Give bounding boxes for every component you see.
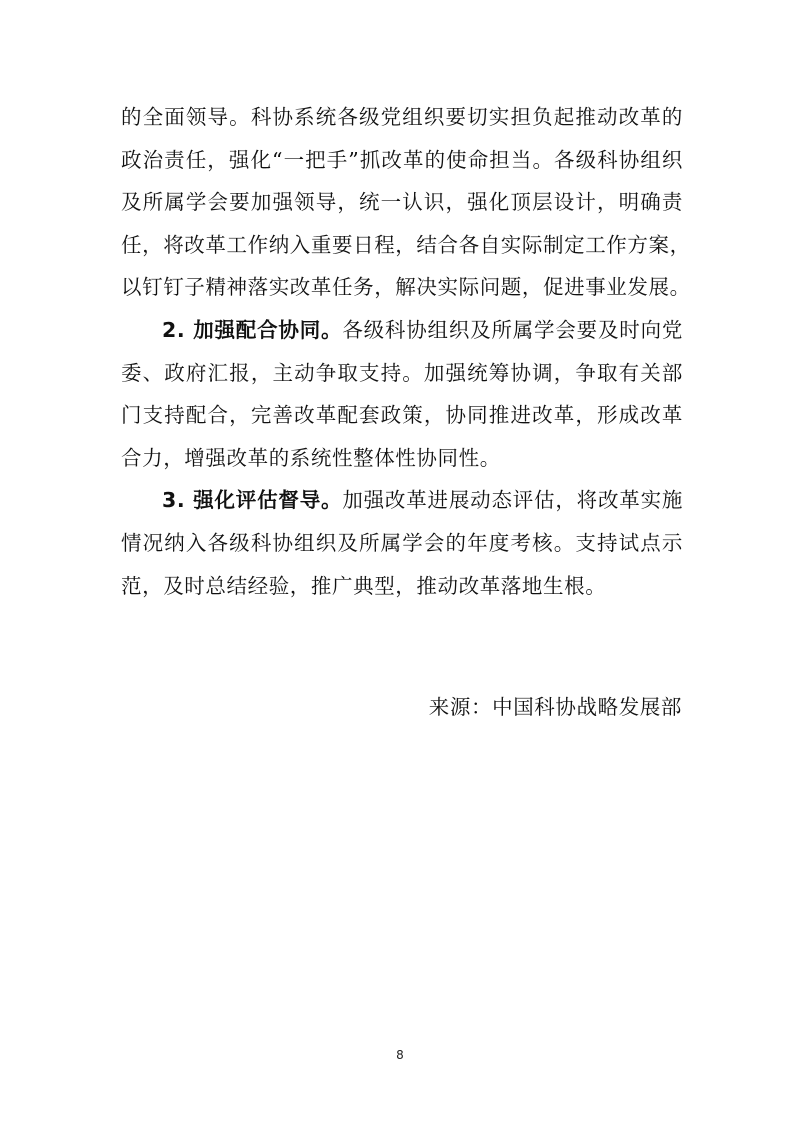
text-line: 委、政府汇报，主动争取支持。加强统筹协调，争取有关部: [121, 360, 683, 385]
text-line: 门支持配合，完善改革配套政策，协同推进改革，形成改革: [121, 403, 683, 428]
paragraph-leadership: [121, 96, 691, 309]
text-segment: 各级科协组织及所属学会要及时向党: [342, 317, 683, 342]
section-heading-evaluation: 3. 强化评估督导。: [162, 488, 343, 513]
paragraph-coordination: [121, 309, 683, 479]
text-line: [121, 479, 683, 522]
text-line: 范，及时总结经验，推广典型，推动改革落地生根。: [121, 573, 607, 598]
text-line: [121, 309, 683, 352]
text-line: 的全面领导。科协系统各级党组织要切实担负起推动改革的: [121, 105, 683, 129]
text-line: 以钉钉子精神落实改革任务，解决实际问题，促进事业发展。: [121, 275, 691, 300]
body-text: [121, 96, 691, 607]
text-segment: 加强改革进展动态评估，将改革实施: [342, 488, 683, 513]
text-line: 合力，增强改革的系统性整体性协同性。: [121, 445, 501, 470]
source-attribution: 来源：中国科协战略发展部: [428, 695, 682, 719]
text-line: 政治责任，强化“一把手”抓改革的使命担当。各级科协组织: [121, 147, 683, 172]
text-line: 情况纳入各级科协组织及所属学会的年度考核。支持试点示: [121, 530, 683, 555]
paragraph-evaluation: [121, 479, 683, 607]
text-line: 及所属学会要加强领导，统一认识，强化顶层设计，明确责: [121, 190, 683, 215]
page-number: 8: [396, 1048, 404, 1062]
section-heading-coordination: 2. 加强配合协同。: [162, 317, 343, 342]
text-line: 任，将改革工作纳入重要日程，结合各自实际制定工作方案，: [121, 232, 691, 257]
